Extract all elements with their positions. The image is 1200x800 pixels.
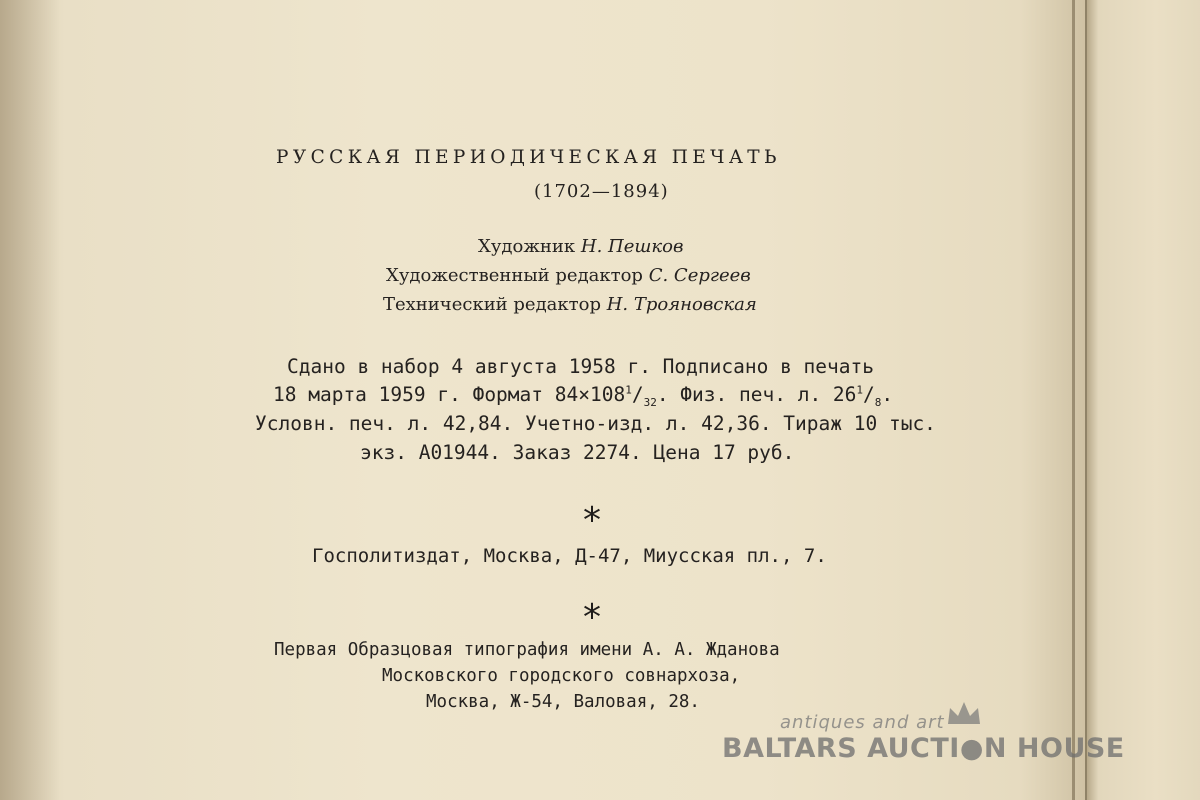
imprint-line-1: Сдано в набор 4 августа 1958 г. Подписано в печать [287, 355, 874, 378]
printer-line-1: Первая Образцовая типография имени А. А. Жданова [274, 640, 780, 660]
imprint-line-2: 18 марта 1959 г. Формат $84\times 108^1/_{32}$. Физ. печ. л. $26^1/_8$. [273, 383, 894, 409]
printer-line-2: Московского городского совнархоза, [382, 666, 741, 686]
publisher-line: Госполитиздат, Москва, Д-47, Миусская пл., 7. [312, 545, 827, 567]
watermark-tagline: antiques and art [780, 712, 945, 733]
asterisk-separator: * [583, 597, 601, 638]
printer-line-3: Москва, Ж-54, Валовая, 28. [426, 692, 700, 712]
fraction-numerator: 1 [625, 383, 632, 397]
credit-name: С. Сергеев [648, 265, 751, 286]
fraction-denominator: 8 [874, 395, 882, 409]
credit-artist [478, 236, 683, 257]
credit-tech-editor [383, 294, 757, 315]
imprint-text: . Физ. печ. л. 26 [656, 383, 857, 406]
fraction-numerator: 1 [856, 383, 864, 397]
credit-name: Н. Пешков [580, 236, 684, 257]
book-years: (1702—1894) [534, 181, 669, 202]
imprint-line-4: экз. А01944. Заказ 2274. Цена 17 руб. [360, 441, 795, 464]
credit-art-editor [386, 265, 751, 286]
imprint-line-3: Условн. печ. л. 42,84. Учетно-изд. л. 42,36. Тираж 10 тыс. [255, 412, 936, 435]
page-edge [1072, 0, 1075, 800]
watermark-brand: BALTARS AUCTI●N HOUSE [722, 733, 1125, 764]
fraction-denominator: 32 [643, 395, 657, 409]
asterisk-separator: * [583, 500, 601, 541]
crown-logo-icon [946, 700, 982, 726]
page-shadow [0, 0, 60, 800]
next-page-edge [1085, 0, 1200, 800]
imprint-text: 18 марта 1959 г. Формат 84×108 [273, 383, 626, 406]
credit-name: Н. Трояновская [606, 294, 757, 315]
credit-role: Технический редактор [383, 294, 601, 315]
credit-role: Художественный редактор [386, 265, 643, 286]
book-title: РУССКАЯ ПЕРИОДИЧЕСКАЯ ПЕЧАТЬ [276, 147, 781, 168]
imprint-text: . [881, 383, 894, 406]
credit-role: Художник [478, 236, 576, 257]
